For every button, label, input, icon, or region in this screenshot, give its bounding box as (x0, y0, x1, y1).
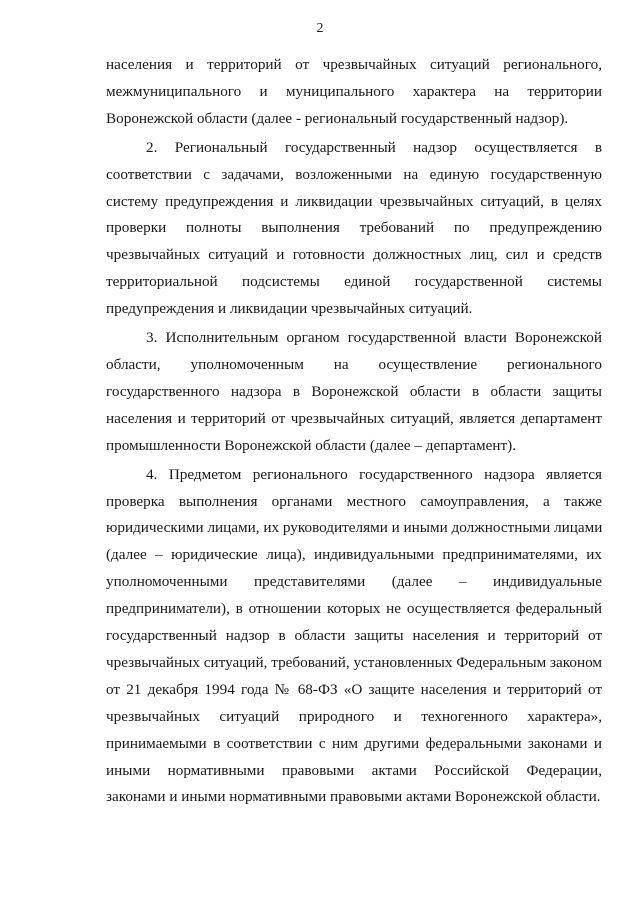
text-line: территориальной подсистемы единой государственной системы (106, 273, 602, 291)
text-line: чрезвычайных ситуаций и готовности должностных лиц, сил и средств (106, 246, 602, 264)
text-line: межмуниципального и муниципального характера на территории (106, 82, 602, 100)
text-line: промышленности Воронежской области (далее – департамент). (106, 436, 516, 454)
text-line: 4. Предметом регионального государственного надзора является (146, 465, 602, 483)
text-line: 3. Исполнительным органом государственной власти Воронежской (146, 329, 602, 347)
text-line: предупреждения и ликвидации чрезвычайных ситуаций. (106, 300, 473, 318)
text-line: Воронежской области (далее - региональный государственный надзор). (106, 109, 569, 127)
text-line: чрезвычайных ситуаций природного и техногенного характера», (106, 707, 602, 725)
paragraph-1 (106, 52, 602, 133)
text-line: государственный надзор в области защиты населения и территорий от (106, 627, 602, 645)
text-line: государственного надзора в Воронежской области в области защиты (106, 382, 602, 400)
text-line: принимаемыми в соответствии с ним другими федеральными законами и (106, 734, 602, 752)
text-line: юридическими лицами, их руководителями и иными должностными лицами (106, 519, 603, 537)
paragraph-4 (106, 462, 602, 812)
text-line: проверки полноты выполнения требований по предупреждению (106, 219, 602, 237)
text-line: систему предупреждения и ликвидации чрезвычайных ситуаций, в целях (106, 192, 602, 210)
text-line: проверка выполнения органами местного самоуправления, а также (106, 492, 602, 510)
page-number: 2 (316, 21, 324, 36)
text-line: (далее – юридические лица), индивидуальными предпринимателями, их (106, 546, 602, 564)
text-line: чрезвычайных ситуаций, требований, установленных Федеральным законом (106, 653, 602, 671)
text-line: законами и иными нормативными правовыми актами Воронежской области. (106, 788, 601, 806)
text-line: области, уполномоченным на осуществление регионального (106, 355, 602, 373)
paragraph-3 (106, 325, 602, 460)
text-line: 2. Региональный государственный надзор осуществляется в (146, 138, 602, 156)
text-line: от 21 декабря 1994 года № 68-ФЗ «О защите населения и территорий от (106, 680, 602, 698)
text-line: уполномоченными представителями (далее – индивидуальные (106, 573, 602, 591)
text-line: населения и территорий от чрезвычайных ситуаций, является департамент (106, 409, 602, 427)
paragraph-2 (106, 135, 602, 323)
text-line: населения и территорий от чрезвычайных ситуаций регионального, (106, 56, 602, 73)
text-line: соответствии с задачами, возложенными на единую государственную (106, 165, 602, 183)
text-line: предприниматели), в отношении которых не осуществляется федеральный (106, 600, 602, 618)
text-line: иными нормативными правовыми актами Российской Федерации, (106, 761, 602, 779)
document-body (106, 52, 602, 811)
